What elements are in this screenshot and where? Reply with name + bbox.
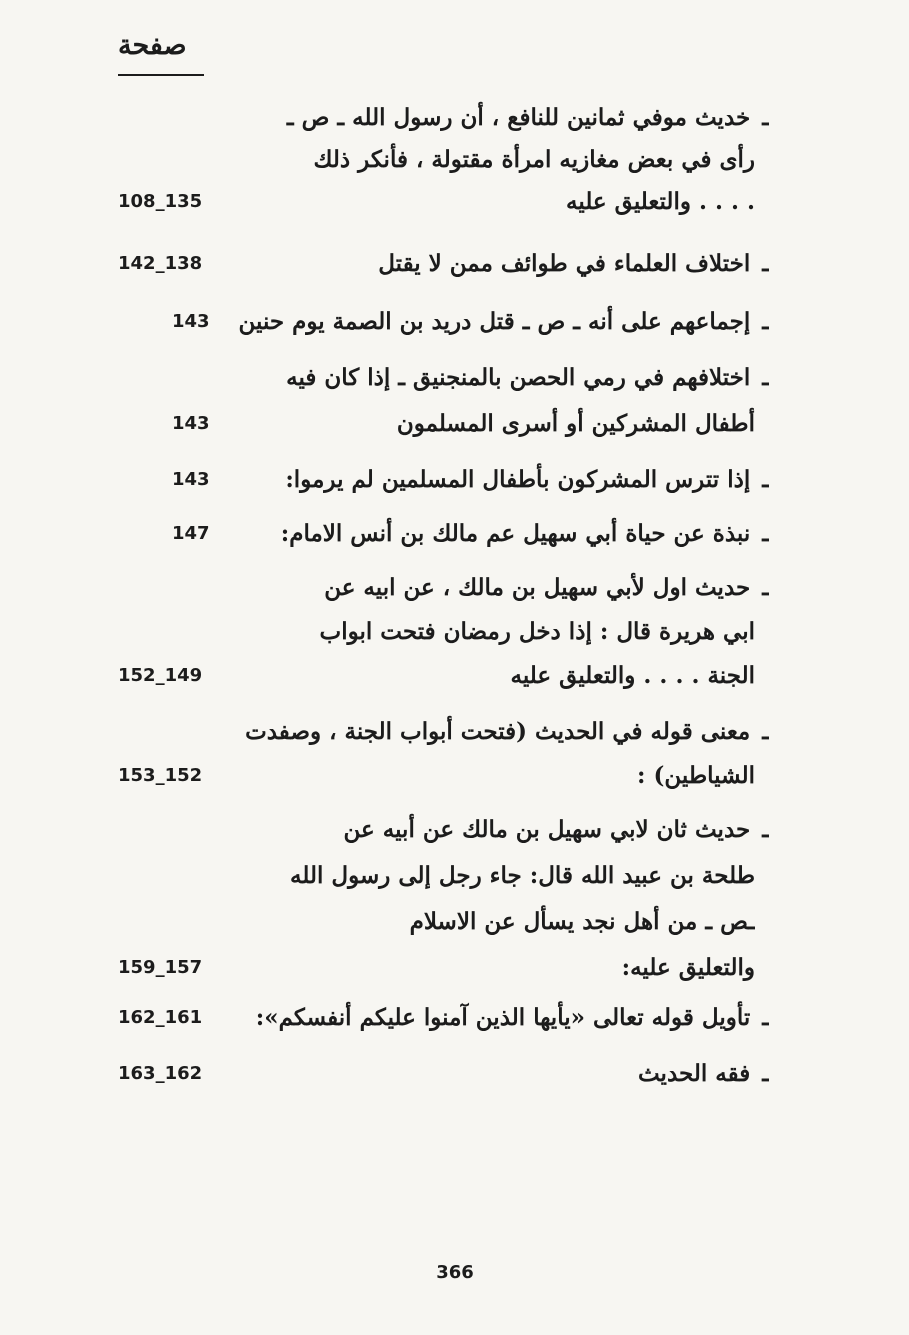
entry-line: ـحديث اول لأبي سهيل بن مالك ، عن ابيه عن: [324, 574, 769, 601]
page-number: 366: [436, 1262, 474, 1283]
entry-line: ـاختلافهم في رمي الحصن بالمنجنيق ـ إذا كان فيه: [286, 364, 769, 391]
page-column-header: صفحة: [118, 30, 187, 61]
entry-page-range: 143: [172, 413, 210, 434]
entry-page-range: 162_161: [118, 1007, 203, 1028]
entry-line: ـمعنى قوله في الحديث (فتحت أبواب الجنة ، وصفدت: [245, 718, 769, 745]
entry-line: ـخديث موفي ثمانين للنافع ، أن رسول الله ـ ص ـ: [286, 104, 769, 131]
entry-line: ـإجماعهم على أنه ـ ص ـ قتل دريد بن الصمة يوم حنين: [238, 308, 769, 335]
entry-line: ابي هريرة قال : إذا دخل رمضان فتحت ابواب: [319, 618, 755, 645]
entry-page-range: 163_162: [118, 1063, 203, 1084]
header-underline: [118, 74, 204, 76]
entry-page-range: 152_149: [118, 665, 203, 686]
entry-line: والتعليق عليه:: [621, 954, 755, 981]
entry-line: ـتأويل قوله تعالى «يأيها الذين آمنوا عليكم أنفسكم»:: [255, 1004, 769, 1031]
entry-line: ـحديث ثان لابي سهيل بن مالك عن أبيه عن: [343, 816, 769, 843]
entry-line: الشياطين) :: [637, 762, 755, 789]
entry-line: ـنبذة عن حياة أبي سهيل عم مالك بن أنس الامام:: [280, 520, 769, 547]
entry-line: ـإذا تترس المشركون بأطفال المسلمين لم يرموا:: [285, 466, 769, 493]
entry-page-range: 143: [172, 469, 210, 490]
entry-line: ـص ـ من أهل نجد يسأل عن الاسلام: [409, 908, 755, 935]
entry-line: ـفقه الحديث: [637, 1060, 769, 1087]
entry-page-range: 142_138: [118, 253, 203, 274]
entry-page-range: 159_157: [118, 957, 203, 978]
entry-line: رأى في بعض مغازيه امرأة مقتولة ، فأنكر ذلك: [313, 146, 755, 173]
entry-line: الجنة . . . . والتعليق عليه: [510, 662, 755, 689]
entry-line: طلحة بن عبيد الله قال: جاء رجل إلى رسول الله: [290, 862, 755, 889]
entry-page-range: 147: [172, 523, 210, 544]
entry-line: ـاختلاف العلماء في طوائف ممن لا يقتل: [378, 250, 769, 277]
entry-page-range: 108_135: [118, 191, 203, 212]
entry-line: أطفال المشركين أو أسرى المسلمون: [396, 410, 755, 437]
entry-page-range: 143: [172, 311, 210, 332]
entry-line: . . . . والتعليق عليه: [566, 188, 755, 215]
entry-page-range: 153_152: [118, 765, 203, 786]
